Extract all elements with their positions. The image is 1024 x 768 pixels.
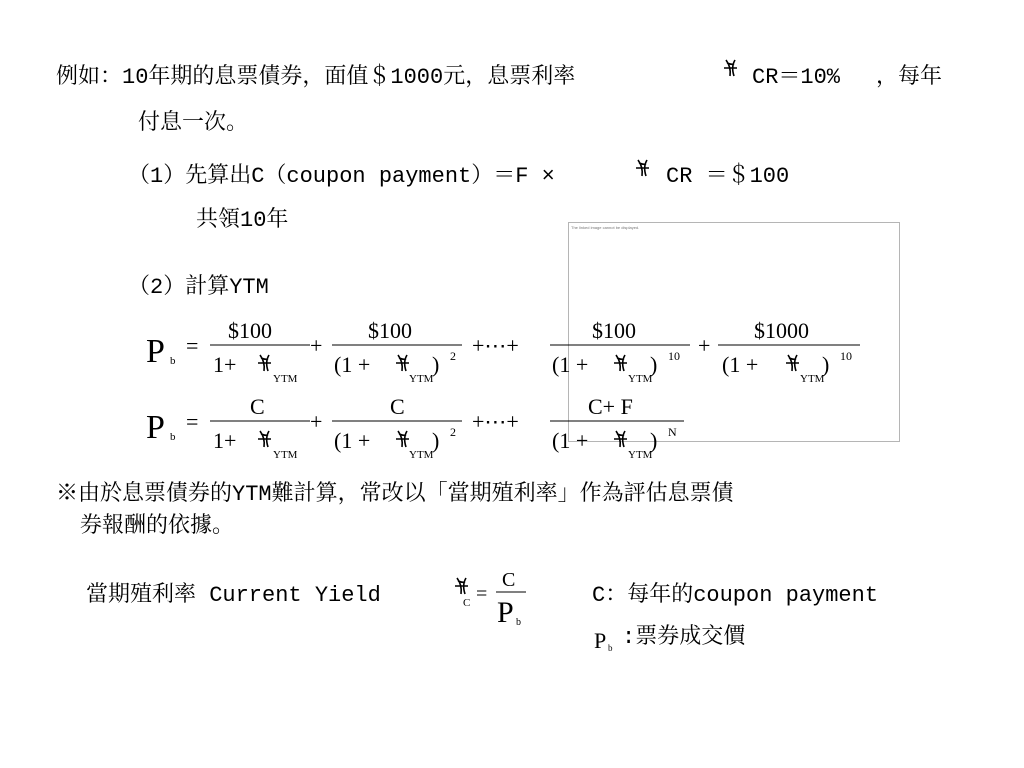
yield-symbol-icon: [455, 578, 468, 594]
formula2-term3-den: (1 +: [552, 428, 589, 453]
formula2-term3-sub: YTM: [628, 449, 653, 461]
yield-symbol-icon: [786, 355, 799, 371]
formula1-term1-num: $100: [228, 318, 272, 343]
example-text: 例如：10年期的息票債券，面值＄1000元，息票利率: [56, 65, 576, 90]
yield-symbol-icon: [614, 431, 627, 447]
formula1-term2-close: ): [432, 352, 440, 377]
yield-symbol-icon: [258, 355, 271, 371]
formula2-term2-sub: YTM: [409, 449, 434, 461]
note-line-2: [80, 513, 234, 541]
yield-symbol-icon: [724, 60, 737, 76]
formula-ytm-dollar: [146, 318, 860, 385]
step1-cr-value: CR ＝＄100: [666, 164, 790, 189]
formula2-term1-num: C: [250, 394, 265, 419]
legend-p-text: :票券成交價: [622, 625, 746, 650]
formula1-term2-sub: YTM: [409, 373, 434, 385]
formula2-term2-num: C: [390, 394, 405, 419]
cy-sub: C: [463, 597, 471, 609]
note-line-1: [56, 481, 734, 509]
current-yield-label: [86, 582, 381, 610]
formula1-term3-den: (1 +: [552, 352, 589, 377]
legend-p-line: [622, 624, 745, 652]
legend-c-text: C：每年的coupon payment: [592, 583, 879, 608]
formula1-term3-sub: YTM: [628, 373, 653, 385]
formula1-term2-den: (1 +: [334, 352, 371, 377]
formula1-plus: +: [698, 333, 711, 358]
formula2-term1-sub: YTM: [273, 449, 298, 461]
formula-ytm-general: [146, 394, 684, 461]
legend-c-line: [592, 582, 878, 610]
current-yield-label-text: 當期殖利率 Current Yield: [86, 583, 381, 608]
formula1-lhs: P: [146, 333, 165, 370]
formula2-ellipsis: +⋯+: [472, 409, 519, 434]
formula1-term3-num: $100: [592, 318, 636, 343]
formula1-equals: =: [186, 333, 199, 358]
current-yield-formula: [455, 569, 526, 629]
yield-symbol-icon: [396, 431, 409, 447]
step1-line-2-text: 共領10年: [196, 208, 289, 233]
formula2-term3-exp: N: [668, 425, 677, 439]
embedded-image-caption: The linked image cannot be displayed.: [571, 225, 640, 230]
formula1-plus: +: [310, 333, 323, 358]
formula1-term3-close: ): [650, 352, 658, 377]
formula2-lhs-sub: b: [170, 431, 176, 443]
formula1-term3-exp: 10: [668, 349, 680, 363]
step1-label: （1）先算出C（coupon payment）＝F ×: [128, 164, 555, 189]
yield-symbol-icon: [258, 431, 271, 447]
cy-den: P: [497, 596, 514, 629]
cr-value: CR＝10%: [752, 65, 841, 90]
yield-symbol-icon: [396, 355, 409, 371]
note-text-2: 券報酬的依據。: [80, 514, 235, 539]
formula2-term3-num: C+ F: [588, 394, 633, 419]
formula1-term4-num: $1000: [754, 318, 809, 343]
formula1-term4-exp: 10: [840, 349, 852, 363]
step2-label: （2）計算YTM: [128, 275, 269, 300]
legend-p-symbol: P: [594, 628, 607, 653]
example-line-2-text: 付息一次。: [138, 111, 249, 136]
cy-num: C: [502, 569, 516, 591]
legend-p-sub: b: [608, 643, 613, 653]
formula1-term1-den: 1+: [213, 352, 237, 377]
formula2-plus: +: [310, 409, 323, 434]
formula2-equals: =: [186, 409, 199, 434]
formula2-term2-den: (1 +: [334, 428, 371, 453]
formula1-term4-close: ): [822, 352, 830, 377]
formula1-term2-num: $100: [368, 318, 412, 343]
formula1-term1-sub: YTM: [273, 373, 298, 385]
formula1-lhs-sub: b: [170, 355, 176, 367]
yield-symbol-icon: [614, 355, 627, 371]
yield-symbol-icon: [636, 160, 649, 176]
formula2-term1-den: 1+: [213, 428, 237, 453]
cy-den-sub: b: [516, 617, 521, 628]
formula1-term4-den: (1 +: [722, 352, 759, 377]
cy-equals: =: [476, 583, 488, 605]
note-text-1: ※由於息票債券的YTM難計算，常改以「當期殖利率」作為評估息票債: [56, 482, 734, 507]
formula1-ellipsis: +⋯+: [472, 333, 519, 358]
formula2-lhs: P: [146, 409, 165, 446]
example-tail-text: ，每年: [876, 65, 943, 90]
formula2-term2-close: ): [432, 428, 440, 453]
formula1-term2-exp: 2: [450, 349, 456, 363]
formula2-term3-close: ): [650, 428, 658, 453]
formula1-term4-sub: YTM: [800, 373, 825, 385]
formula2-term2-exp: 2: [450, 425, 456, 439]
